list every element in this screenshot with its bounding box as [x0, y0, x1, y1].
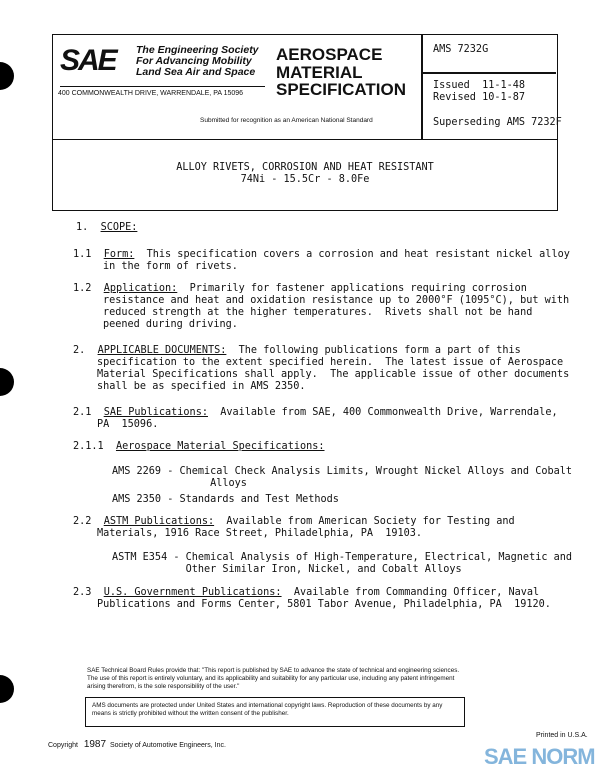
text-line: Material Specifications shall apply. The applicable issue of other documents [97, 369, 570, 380]
section-heading: Application: [103, 283, 178, 294]
text-line: AMS documents are protected under United States and international copyright laws. Reproduction of these documents by any [92, 702, 443, 709]
section-2-1-1 [73, 441, 325, 453]
copyright-year: 1987 [83, 739, 107, 750]
doc-type-line: MATERIAL [276, 62, 363, 82]
section-1-2 [73, 283, 569, 331]
section-2-1 [73, 407, 558, 431]
sae-logo: SAE [60, 44, 116, 77]
section-1 [76, 222, 137, 234]
text-line: Available from Commanding Officer, Naval [293, 587, 540, 598]
section-heading: Aerospace Material Specifications: [115, 441, 325, 452]
ansi-note: Submitted for recognition as an American National Standard [200, 117, 373, 124]
divider [421, 72, 556, 74]
section-heading: ASTM Publications: [103, 516, 215, 527]
ref-ams2350: AMS 2350 - Standards and Test Methods [112, 494, 339, 505]
text-line: Available from American Society for Testing and [226, 516, 515, 527]
doc-title [52, 162, 558, 186]
section-num: 1.1 [73, 249, 92, 260]
text-line: Alloys [112, 478, 247, 489]
punch-hole [0, 368, 14, 396]
section-num: 1.2 [73, 283, 92, 294]
doc-number: AMS 7232G [433, 44, 489, 55]
divider [421, 34, 423, 140]
doc-type-line: SPECIFICATION [276, 80, 407, 99]
text-line: Other Similar Iron, Nickel, and Cobalt Alloys [112, 564, 462, 575]
section-num: 2.1 [73, 407, 92, 418]
text-line: peened during driving. [103, 319, 238, 330]
text-line: Available from SAE, 400 Commonwealth Drive, Warrendale, [220, 407, 558, 418]
ref-ams2269 [112, 466, 572, 490]
board-rules [87, 667, 459, 691]
section-num: 2.1.1 [73, 441, 104, 452]
text-line: The following publications form a part of this [238, 345, 521, 356]
text-line: AMS 2269 - Chemical Check Analysis Limits, Wrought Nickel Alloys and Cobalt [112, 466, 573, 477]
section-heading: U.S. Government Publications: [103, 587, 282, 598]
society-tagline [136, 45, 259, 78]
rule [60, 86, 265, 87]
punch-hole [0, 675, 14, 703]
tagline-line: For Advancing Mobility [136, 55, 252, 67]
copyright-line [48, 739, 226, 750]
copyright-label: Copyright [48, 742, 78, 749]
doc-type [276, 46, 406, 99]
text-line: Publications and Forms Center, 5801 Tabor Avenue, Philadelphia, PA 19120. [97, 599, 551, 610]
text-line: This specification covers a corrosion and heat resistant nickel alloy [146, 249, 570, 260]
text-line: reduced strength at the higher temperatures. Rivets shall not be hand [103, 307, 533, 318]
text-line: PA 15096. [97, 419, 159, 430]
section-2-3 [73, 587, 551, 611]
revised-date: Revised 10-1-87 [433, 92, 526, 103]
tagline-line: Land Sea Air and Space [136, 66, 256, 78]
text-line: The use of this report is entirely voluntary, and its applicability and suitability for any particular use, including any patent infringement [87, 675, 455, 682]
title-subline: 74Ni - 15.5Cr - 8.0Fe [240, 174, 370, 185]
text-line: means is strictly prohibited without the written consent of the publisher. [92, 710, 289, 717]
section-num: 2. [73, 345, 86, 356]
section-1-1 [73, 249, 570, 273]
section-num: 1. [76, 222, 89, 233]
section-heading: APPLICABLE DOCUMENTS: [97, 345, 227, 356]
section-heading: Form: [103, 249, 135, 260]
text-line: Materials, 1916 Race Street, Philadelphia, PA 19103. [97, 528, 423, 539]
sae-norm-watermark: SAE NORM [484, 744, 595, 769]
text-line: Primarily for fastener applications requiring corrosion [189, 283, 527, 294]
section-2-2 [73, 516, 515, 540]
text-line: arising therefrom, is the sole responsibility of the user." [87, 683, 240, 690]
section-heading: SAE Publications: [103, 407, 208, 418]
address: 400 COMMONWEALTH DRIVE, WARRENDALE, PA 15096 [58, 90, 244, 97]
issued-date: Issued 11-1-48 [433, 80, 526, 91]
superseding: Superseding AMS 7232F [433, 117, 562, 128]
section-num: 2.3 [73, 587, 92, 598]
doc-type-line: AEROSPACE [276, 45, 383, 64]
text-line: shall be as specified in AMS 2350. [97, 381, 306, 392]
publisher: Society of Automotive Engineers, Inc. [109, 742, 226, 749]
printed-in: Printed in U.S.A. [536, 732, 588, 739]
section-num: 2.2 [73, 516, 92, 527]
text-line: specification to the extent specified herein. The latest issue of Aerospace [97, 357, 564, 368]
ref-astm-e354 [112, 552, 572, 576]
text-line: in the form of rivets. [103, 261, 238, 272]
tagline-line: The Engineering Society [136, 44, 259, 56]
section-2 [73, 345, 569, 393]
text-line: resistance and heat and oxidation resistance up to 2000°F (1095°C), but with [103, 295, 570, 306]
punch-hole [0, 62, 14, 90]
section-heading: SCOPE: [100, 222, 138, 233]
title-line: ALLOY RIVETS, CORROSION AND HEAT RESISTANT [176, 162, 434, 173]
copyright-notice-box [85, 697, 465, 727]
text-line: SAE Technical Board Rules provide that: "This report is published by SAE to advance the state of technical and engineering sciences. [87, 667, 460, 674]
text-line: ASTM E354 - Chemical Analysis of High-Temperature, Electrical, Magnetic and [112, 552, 573, 563]
